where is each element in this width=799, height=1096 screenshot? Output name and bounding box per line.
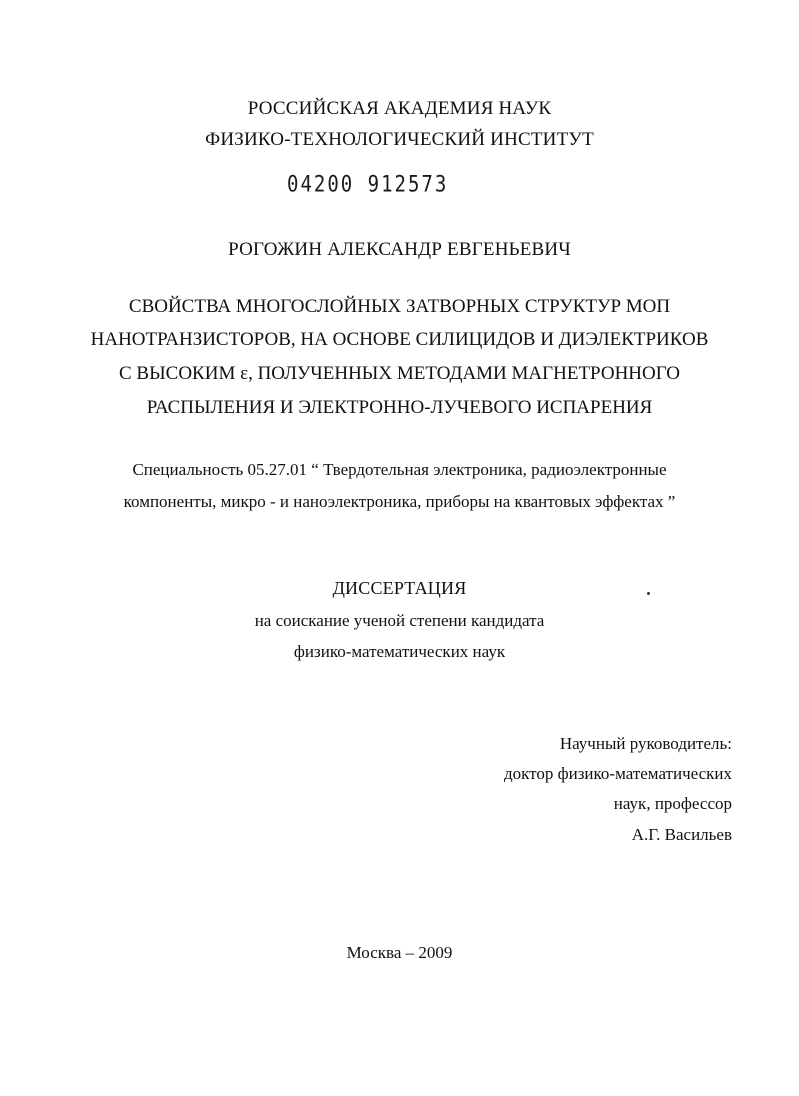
specialty-line-2: компоненты, микро - и наноэлектроника, приборы на квантовых эффектах ” — [123, 492, 676, 511]
institute-name: ФИЗИКО-ТЕХНОЛОГИЧЕСКИЙ ИНСТИТУТ — [205, 129, 594, 150]
academy-name: РОССИЙСКАЯ АКАДЕМИЯ НАУК — [247, 98, 552, 119]
supervisor-rank: наук, профессор — [613, 794, 732, 813]
thesis-title-line-4: РАСПЫЛЕНИЯ И ЭЛЕКТРОННО-ЛУЧЕВОГО ИСПАРЕНИЯ — [146, 397, 653, 418]
supervisor-label: Научный руководитель: — [559, 734, 732, 753]
city-year: Москва – 2009 — [346, 943, 453, 962]
supervisor-name: А.Г. Васильев — [631, 825, 732, 844]
thesis-title-line-2: НАНОТРАНЗИСТОРОВ, НА ОСНОВЕ СИЛИЦИДОВ И ДИЭЛЕКТРИКОВ — [90, 329, 709, 350]
thesis-title-line-1: СВОЙСТВА МНОГОСЛОЙНЫХ ЗАТВОРНЫХ СТРУКТУР МОП — [128, 296, 671, 317]
registry-number-stamp: 04200 912573 — [287, 172, 449, 198]
specialty-line-1: Специальность 05.27.01 “ Твердотельная электроника, радиоэлектронные — [132, 460, 667, 479]
degree-line-1: на соискание ученой степени кандидата — [254, 611, 545, 630]
degree-line-2: физико-математических наук — [293, 642, 506, 661]
scan-speck — [647, 592, 650, 595]
dissertation-heading: ДИССЕРТАЦИЯ — [332, 578, 467, 598]
supervisor-degree: доктор физико-математических — [503, 764, 732, 783]
author-name: РОГОЖИН АЛЕКСАНДР ЕВГЕНЬЕВИЧ — [228, 239, 571, 260]
thesis-title-line-3: С ВЫСОКИМ ε, ПОЛУЧЕННЫХ МЕТОДАМИ МАГНЕТРОННОГО — [119, 363, 680, 384]
